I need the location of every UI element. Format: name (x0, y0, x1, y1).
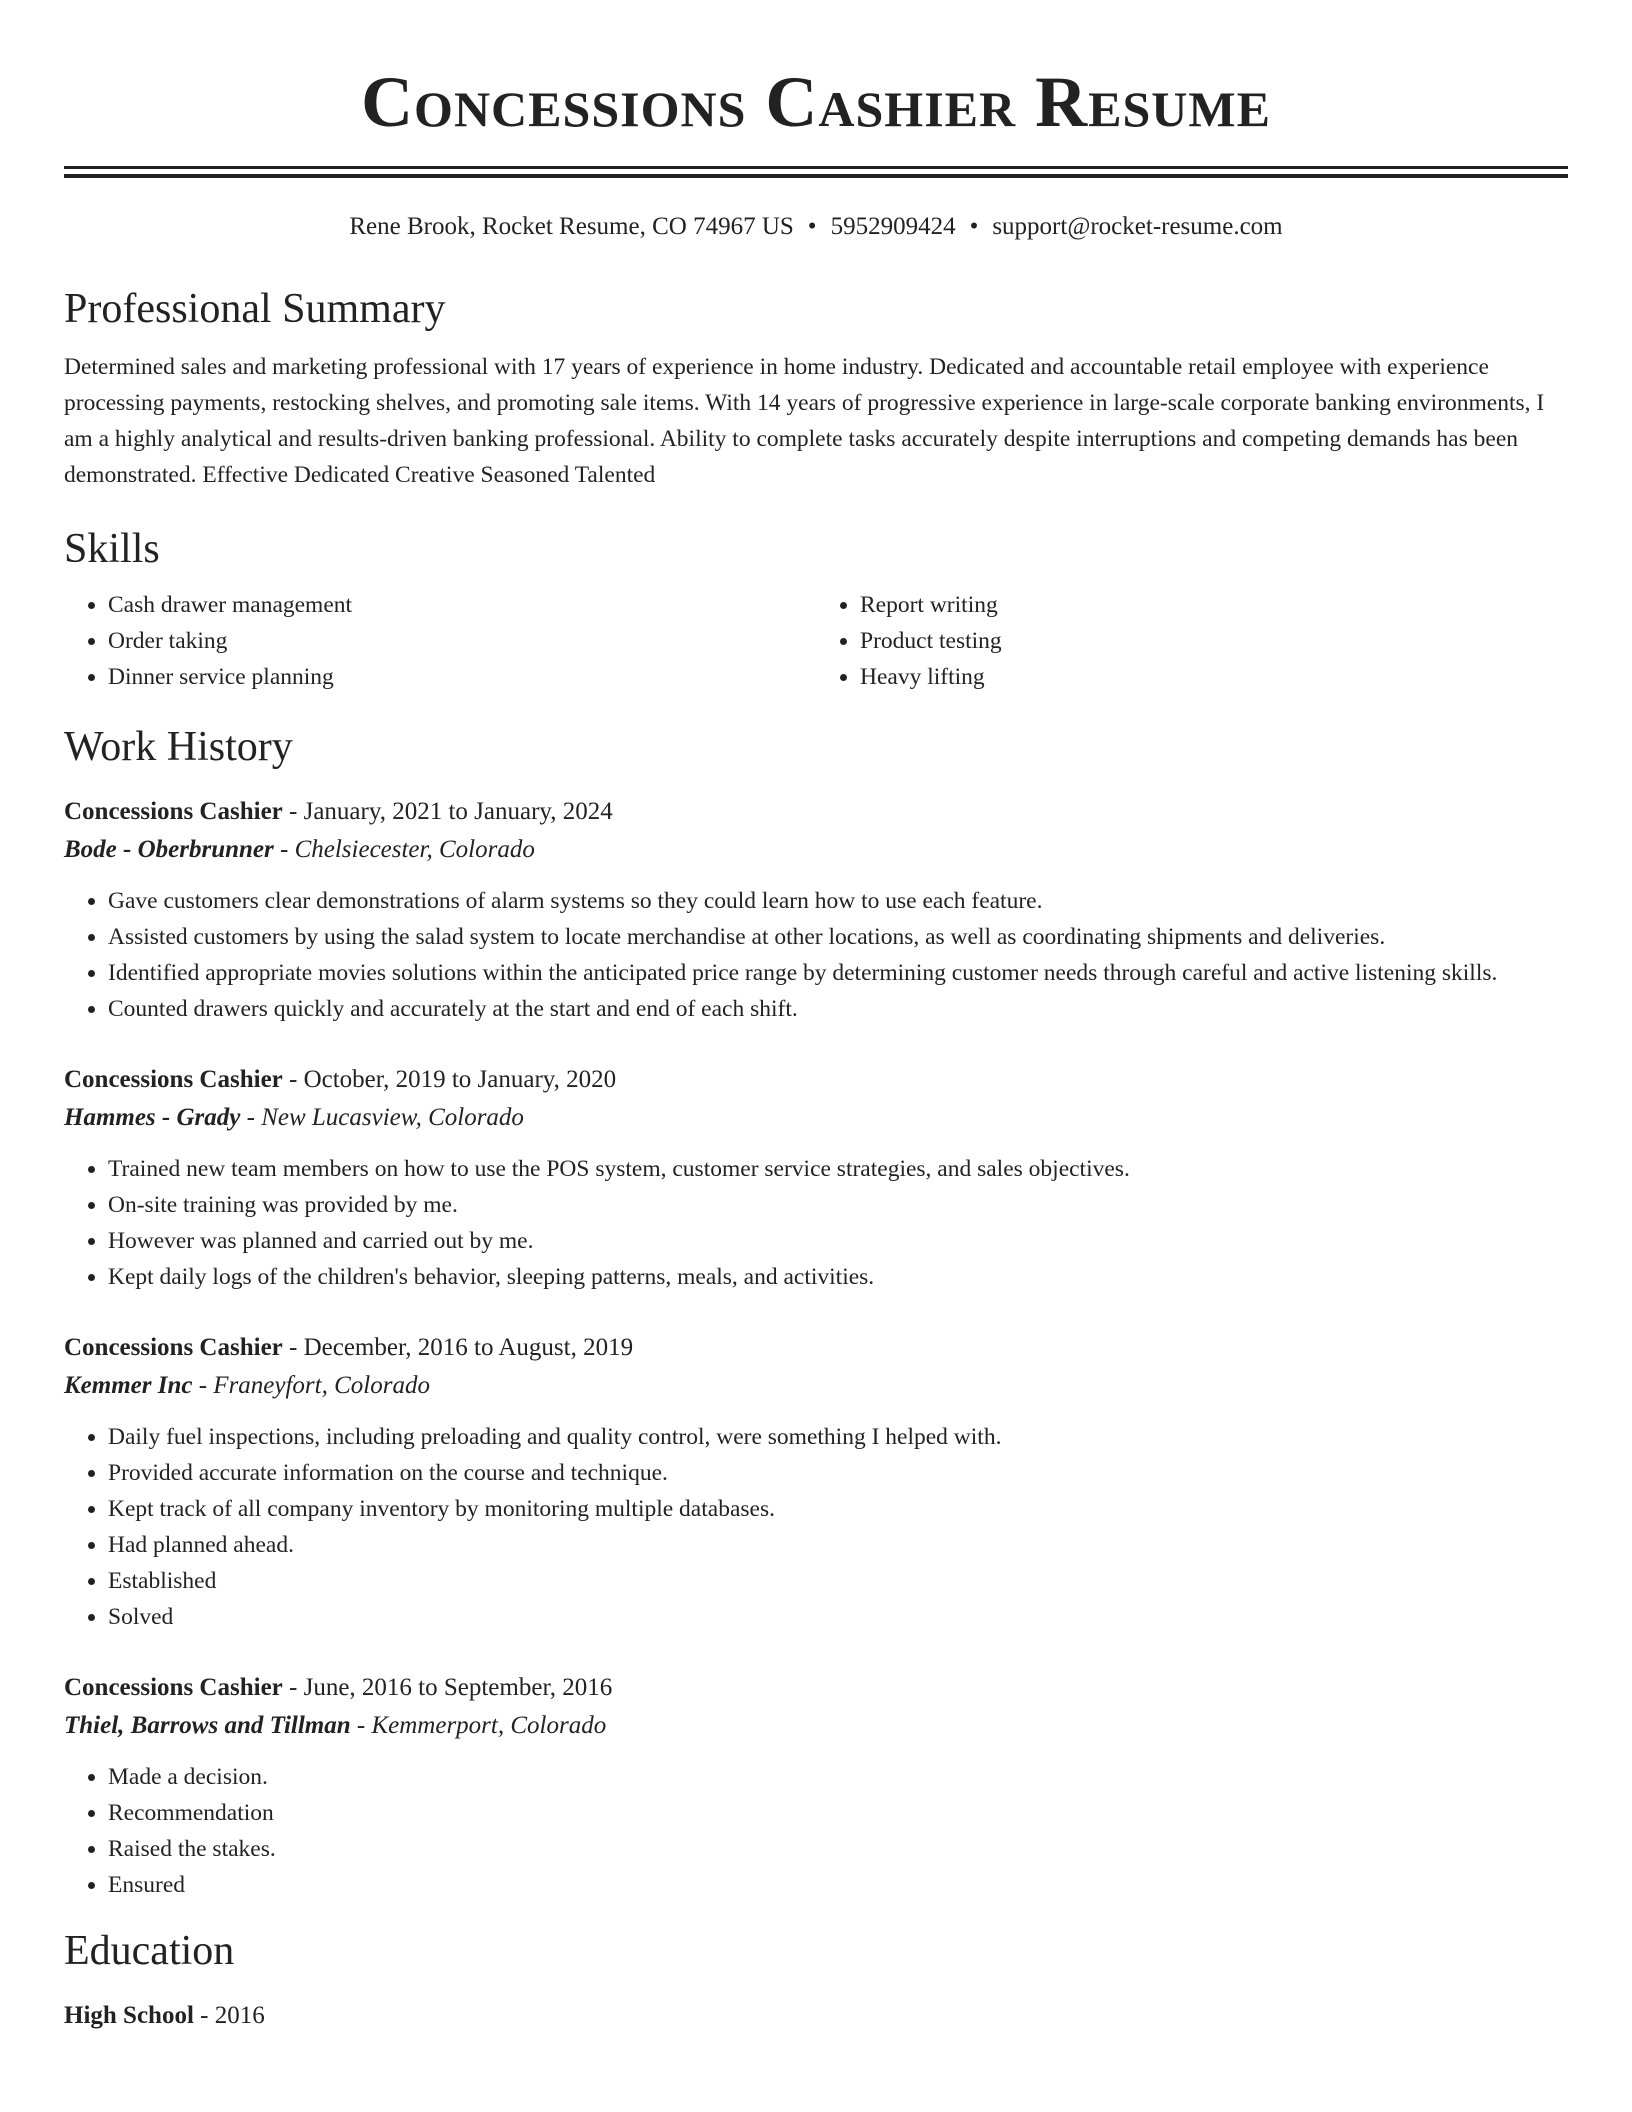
job-bullet: • Kept track of all company inventory by monitoring multiple databases. (108, 1491, 1568, 1527)
skills-columns (64, 587, 1568, 695)
job-bullets (64, 1759, 1568, 1903)
job-bullet: • However was planned and carried out by me. (108, 1223, 1568, 1259)
job-bullet: • Kept daily logs of the children's behavior, sleeping patterns, meals, and activities. (108, 1259, 1568, 1295)
skill-item: • Order taking (108, 623, 816, 659)
job-bullet: • Counted drawers quickly and accurately at the start and end of each shift. (108, 991, 1568, 1027)
employer-name: Thiel, Barrows and Tillman (64, 1712, 351, 1739)
contact-address: Rene Brook, Rocket Resume, CO 74967 US (349, 213, 794, 240)
skill-item: • Report writing (860, 587, 1568, 623)
employer-location: - Kemmerport, Colorado (350, 1712, 607, 1739)
employer-name: Kemmer Inc (64, 1372, 193, 1399)
education-heading: Education (64, 1928, 235, 1974)
job-bullet: • Recommendation (108, 1795, 1568, 1831)
job-title-line (64, 1061, 1568, 1099)
job-bullet: • Gave customers clear demonstrations of alarm systems so they could learn how to use each feature. (108, 883, 1568, 919)
job-bullet: • Raised the stakes. (108, 1831, 1568, 1867)
contact-separator: • (807, 213, 817, 240)
job-bullet: • Made a decision. (108, 1759, 1568, 1795)
education-year: - 2016 (193, 2002, 265, 2029)
contact-phone: 5952909424 (830, 213, 956, 240)
summary-text: Determined sales and marketing professional with 17 years of experience in home industry. Dedicated and accountable retail employee with experience processing payments, restocking shelves, and promoting sale items. With 14 years of progressive experience in large-scale corporate banking environments, I am a highly analytical and results-driven banking professional. Ability to complete tasks accurately despite interruptions and competing demands has been demonstrated. Effective Dedicated Creative Seasoned Talented (64, 354, 1545, 488)
job-bullets (64, 883, 1568, 1027)
job-bullet: • Ensured (108, 1867, 1568, 1903)
job-bullet: • Had planned ahead. (108, 1527, 1568, 1563)
skill-item: • Cash drawer management (108, 587, 816, 623)
job-title: Concessions Cashier (64, 798, 283, 825)
job-bullet: • Daily fuel inspections, including preloading and quality control, were something I helped with. (108, 1419, 1568, 1455)
job-bullet: • Solved (108, 1599, 1568, 1635)
employer-location: - Chelsiecester, Colorado (273, 836, 535, 863)
summary-heading: Professional Summary (64, 286, 446, 332)
employer-line (64, 1707, 1568, 1745)
employer-name: Bode - Oberbrunner (64, 836, 274, 863)
job-bullet: • Trained new team members on how to use the POS system, customer service strategies, and sales objectives. (108, 1151, 1568, 1187)
job-dates: - October, 2019 to January, 2020 (282, 1066, 617, 1093)
employer-location: - New Lucasview, Colorado (240, 1104, 524, 1131)
job-bullet: • Established (108, 1563, 1568, 1599)
contact-separator: • (969, 213, 979, 240)
employer-location: - Franeyfort, Colorado (192, 1372, 430, 1399)
job-title: Concessions Cashier (64, 1334, 283, 1361)
job-entry (64, 1061, 1568, 1295)
resume-title: Concessions Cashier Resume (361, 62, 1271, 142)
employer-line (64, 831, 1568, 869)
skills-list-right (816, 587, 1568, 695)
education-degree: High School (64, 2002, 194, 2029)
job-entry (64, 1669, 1568, 1903)
job-bullet: • Identified appropriate movies solutions within the anticipated price range by determining customer needs through careful and active listening skills. (108, 955, 1568, 991)
job-title: Concessions Cashier (64, 1066, 283, 1093)
job-title-line (64, 793, 1568, 831)
job-entry (64, 1329, 1568, 1635)
job-title-line (64, 1329, 1568, 1367)
job-entry (64, 793, 1568, 1027)
job-dates: - December, 2016 to August, 2019 (282, 1334, 634, 1361)
skill-item: • Product testing (860, 623, 1568, 659)
employer-line (64, 1099, 1568, 1137)
job-bullets (64, 1419, 1568, 1635)
title-double-rule (64, 166, 1568, 178)
job-title: Concessions Cashier (64, 1674, 283, 1701)
contact-line (64, 211, 1568, 243)
job-title-line (64, 1669, 1568, 1707)
job-bullet: • Provided accurate information on the course and technique. (108, 1455, 1568, 1491)
skills-list-left (64, 587, 816, 695)
job-dates: - June, 2016 to September, 2016 (282, 1674, 613, 1701)
job-bullet: • On-site training was provided by me. (108, 1187, 1568, 1223)
job-dates: - January, 2021 to January, 2024 (282, 798, 613, 825)
employer-name: Hammes - Grady (64, 1104, 241, 1131)
skills-heading: Skills (64, 526, 160, 572)
skill-item: • Heavy lifting (860, 659, 1568, 695)
contact-email: support@rocket-resume.com (992, 213, 1283, 240)
job-bullet: • Assisted customers by using the salad system to locate merchandise at other locations, as well as coordinating shipments and deliveries. (108, 919, 1568, 955)
skill-item: • Dinner service planning (108, 659, 816, 695)
work-history-heading: Work History (64, 724, 293, 770)
job-bullets (64, 1151, 1568, 1295)
employer-line (64, 1367, 1568, 1405)
education-entry (64, 1997, 1568, 2035)
